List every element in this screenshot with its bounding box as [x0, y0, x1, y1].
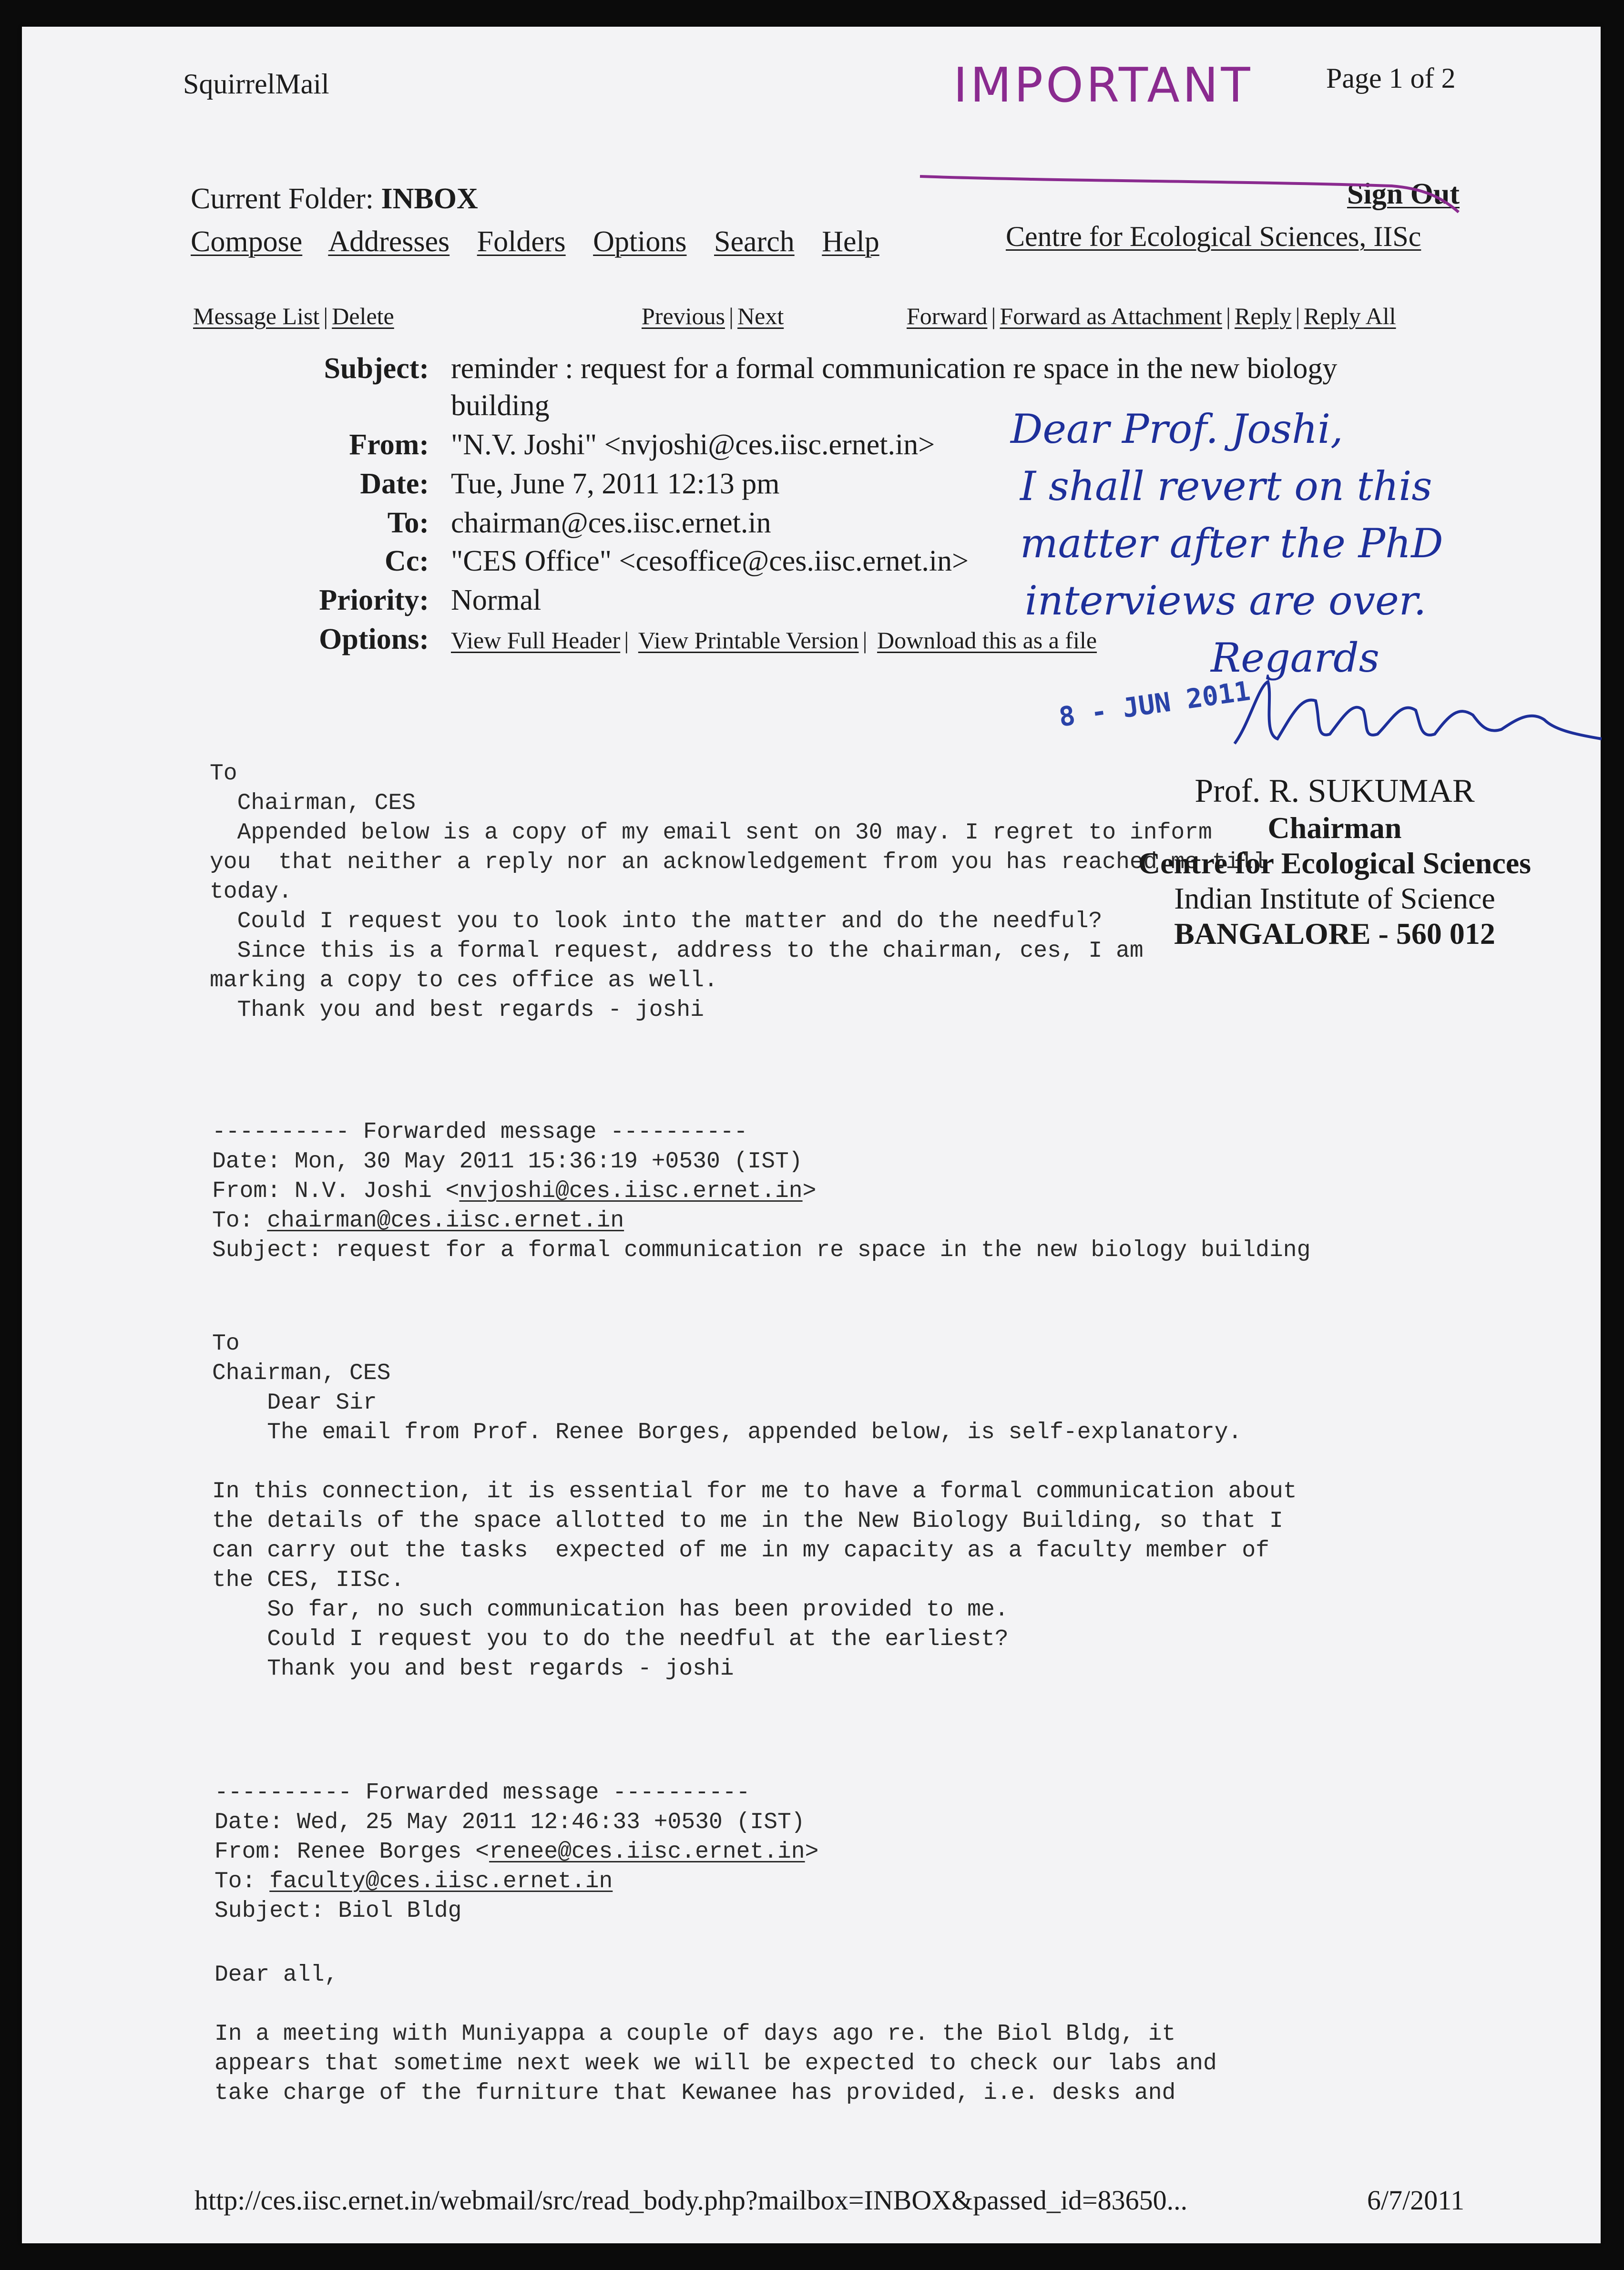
received-date-stamp: 8 - JUN 2011 [1057, 675, 1253, 733]
forward-divider: ---------- Forwarded message ---------- [212, 1119, 748, 1145]
stamp-city: BANGALORE - 560 012 [1174, 917, 1495, 951]
cc-value: "CES Office" <cesoffice@ces.iisc.ernet.in> [451, 545, 969, 577]
view-full-header-link[interactable]: View Full Header [451, 627, 621, 654]
message-list-link[interactable]: Message List [193, 303, 320, 329]
footer-date: 6/7/2011 [1367, 2185, 1465, 2216]
nav-search[interactable]: Search [714, 225, 795, 258]
signature [1220, 667, 1611, 763]
forward-divider: ---------- Forwarded message ---------- [214, 1780, 750, 1806]
cc-label: Cc: [385, 545, 429, 577]
stamp-name: Prof. R. SUKUMAR [1195, 773, 1475, 809]
sender-email-link[interactable]: nvjoshi@ces.iisc.ernet.in [459, 1178, 803, 1204]
sender-email-link[interactable]: renee@ces.iisc.ernet.in [489, 1839, 805, 1865]
page-indicator: Page 1 of 2 [1326, 62, 1456, 94]
nav-folders[interactable]: Folders [477, 225, 566, 258]
subject-value: reminder : request for a formal communication re space in the new biology [451, 352, 1338, 385]
priority-value: Normal [451, 584, 541, 616]
forward-date: Date: Wed, 25 May 2011 12:46:33 +0530 (IST) [214, 1810, 805, 1835]
message-body-main: To Chairman, CES Appended below is a copy of my email sent on 30 may. I regret to inform you that neither a reply nor an acknowledgement from you has reached me till today. Could I request you to look into the matter and do the needful? Since this is a formal request, address to the chairman, ces, I am marking a copy to ces office as well. Thank you and best regards - joshi [210, 761, 1267, 1023]
forward-to: To: faculty@ces.iisc.ernet.in [214, 1869, 613, 1894]
delete-link[interactable]: Delete [332, 303, 394, 329]
forward-link[interactable]: Forward [907, 303, 988, 329]
forward-from: From: N.V. Joshi <nvjoshi@ces.iisc.ernet.in> [212, 1178, 817, 1204]
message-body-forwarded-1: To Chairman, CES Dear Sir The email from Prof. Renee Borges, appended below, is self-explanatory. In this connection, it is essential for me to have a formal communication about the details of the space allotted to me in the New Biology Building, so that I can carry out the tasks expected of me in my capacity as a faculty member of the CES, IISc. So far, no such communication has been provided to me. Could I request you to do the needful at the earliest? Thank you and best regards - joshi [212, 1331, 1297, 1682]
stamp-institute: Indian Institute of Science [1174, 881, 1495, 915]
sign-out-link[interactable]: Sign Out [1347, 178, 1460, 210]
stamp-dept: Centre for Ecological Sciences [1138, 846, 1532, 880]
options-links: View Full Header | View Printable Version | Download this as a file [451, 627, 1097, 654]
chairman-stamp [1096, 772, 1573, 951]
download-file-link[interactable]: Download this as a file [877, 627, 1097, 654]
current-folder [191, 182, 478, 216]
reply-link[interactable]: Reply [1235, 303, 1292, 329]
forward-from: From: Renee Borges <renee@ces.iisc.ernet.in> [214, 1839, 819, 1865]
nav-options[interactable]: Options [593, 225, 687, 258]
options-label: Options: [319, 623, 429, 655]
main-nav [191, 225, 899, 259]
folder-name[interactable]: INBOX [381, 183, 478, 215]
nav-compose[interactable]: Compose [191, 225, 303, 258]
forwarded-header-1 [212, 1117, 1310, 1265]
to-value: chairman@ces.iisc.ernet.in [451, 507, 771, 539]
recipient-email-link[interactable]: chairman@ces.iisc.ernet.in [267, 1208, 624, 1234]
forwarded-header-2 [214, 1778, 818, 1926]
organization-link[interactable]: Centre for Ecological Sciences, IISc [1006, 221, 1421, 252]
reply-all-link[interactable]: Reply All [1304, 303, 1396, 329]
app-name: SquirrelMail [183, 68, 329, 100]
recipient-email-link[interactable]: faculty@ces.iisc.ernet.in [269, 1869, 613, 1894]
toolbar-reply-actions: Forward | Forward as Attachment | Reply | Reply All [907, 303, 1396, 329]
message-body-forwarded-2: Dear all, In a meeting with Muniyappa a couple of days ago re. the Biol Bldg, it appears that sometime next week we will be expected to check our labs and take charge of the furniture that Kewanee has provided, i.e. desks and [214, 1962, 1217, 2106]
footer-url: http://ces.iisc.ernet.in/webmail/src/read_body.php?mailbox=INBOX&passed_id=83650... [194, 2185, 1188, 2216]
forward-subject: Subject: Biol Bldg [214, 1898, 462, 1924]
date-label: Date: [360, 468, 429, 500]
subject-value-cont: building [451, 389, 550, 422]
next-link[interactable]: Next [737, 303, 784, 329]
from-label: From: [349, 429, 429, 461]
handwritten-reply-note: Dear Prof. Joshi, I shall revert on this matter after the PhD interviews are over. Regards [1011, 406, 1443, 681]
priority-label: Priority: [319, 584, 429, 616]
forward-date: Date: Mon, 30 May 2011 15:36:19 +0530 (IST) [212, 1149, 803, 1175]
subject-label: Subject: [324, 352, 429, 385]
toolbar-nav-actions: Previous | Next [642, 303, 784, 329]
important-underline [915, 167, 1487, 219]
to-label: To: [387, 507, 429, 539]
forward-attachment-link[interactable]: Forward as Attachment [1000, 303, 1222, 329]
view-printable-link[interactable]: View Printable Version [638, 627, 859, 654]
previous-link[interactable]: Previous [642, 303, 725, 329]
toolbar-list-actions: Message List | Delete [193, 303, 394, 329]
important-annotation: IMPORTANT [953, 57, 1253, 113]
nav-help[interactable]: Help [822, 225, 879, 258]
forward-subject: Subject: request for a formal communication re space in the new biology building [212, 1237, 1311, 1263]
date-value: Tue, June 7, 2011 12:13 pm [451, 468, 780, 500]
stamp-title: Chairman [1267, 811, 1402, 845]
nav-addresses[interactable]: Addresses [328, 225, 450, 258]
from-value: "N.V. Joshi" <nvjoshi@ces.iisc.ernet.in> [451, 429, 935, 461]
forward-to: To: chairman@ces.iisc.ernet.in [212, 1208, 624, 1234]
folder-label: Current Folder: [191, 183, 381, 215]
